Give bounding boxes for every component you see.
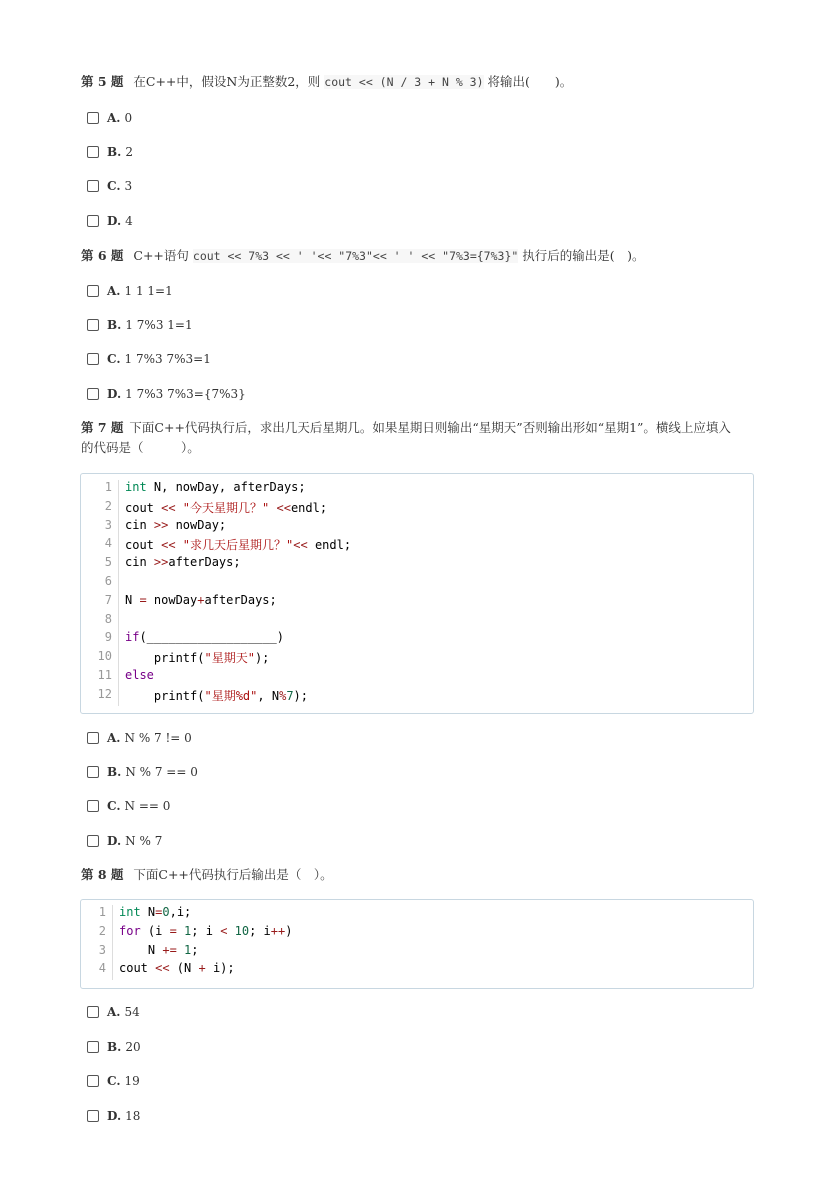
option-text: 4: [125, 214, 133, 228]
option-text: N % 7: [125, 834, 163, 848]
line-number: 4: [81, 961, 113, 980]
code-line: [119, 612, 125, 631]
code-line: int N=0,i;: [119, 905, 192, 919]
option-d[interactable]: [87, 1108, 140, 1124]
option-d[interactable]: [87, 386, 246, 402]
line-number: 11: [81, 668, 119, 687]
checkbox[interactable]: [87, 732, 99, 744]
option-a[interactable]: [87, 730, 192, 746]
code-line: N += 1;: [119, 942, 199, 957]
line-number: 3: [81, 518, 119, 537]
checkbox[interactable]: [87, 766, 99, 778]
option-key: C.: [107, 799, 121, 813]
option-key: C.: [107, 352, 121, 366]
line-number: 5: [81, 555, 119, 574]
line-number: 10: [81, 649, 119, 668]
checkbox[interactable]: [87, 388, 99, 400]
line-number: 2: [81, 924, 113, 943]
question-text: C++语句: [133, 248, 189, 263]
option-text: 54: [124, 1005, 140, 1019]
question-text: 执行后的输出是( )。: [522, 248, 645, 263]
question-number: 第 5 题: [81, 74, 124, 89]
option-a[interactable]: [87, 1004, 140, 1020]
option-key: A.: [107, 731, 121, 745]
option-a[interactable]: [87, 110, 132, 126]
line-number: 8: [81, 612, 119, 631]
option-d[interactable]: [87, 833, 162, 849]
checkbox[interactable]: [87, 319, 99, 331]
checkbox[interactable]: [87, 1075, 99, 1087]
option-text: 1 7%3 7%3={7%3}: [125, 387, 246, 401]
question-text: 将输出( )。: [487, 74, 573, 89]
option-key: A.: [107, 284, 121, 298]
option-key: A.: [107, 111, 121, 125]
option-key: B.: [107, 145, 122, 159]
question-text: 的代码是（ ）。: [81, 440, 200, 455]
checkbox[interactable]: [87, 835, 99, 847]
option-key: B.: [107, 1040, 122, 1054]
option-b[interactable]: [87, 317, 193, 333]
question-number: 第 6 题: [81, 248, 124, 263]
question-text: 下面C++代码执行后输出是（ ）。: [133, 867, 333, 882]
line-number: 2: [81, 499, 119, 518]
option-key: C.: [107, 179, 121, 193]
question-5-stem: [81, 72, 572, 92]
inline-code: cout << 7%3 << ' '<< "7%3"<< ' ' << "7%3={7%3}": [192, 249, 519, 263]
option-text: 2: [125, 145, 133, 159]
option-b[interactable]: [87, 1039, 141, 1055]
checkbox[interactable]: [87, 112, 99, 124]
code-line: cout << "求几天后星期几？"<< endl;: [125, 538, 352, 553]
code-line: printf("星期%d", N%7);: [125, 688, 308, 703]
code-line: N = nowDay+afterDays;: [125, 592, 277, 607]
line-number: 9: [81, 630, 119, 649]
option-text: 0: [124, 111, 133, 125]
question-number: 第 8 题: [81, 867, 124, 882]
option-key: D.: [107, 834, 122, 848]
checkbox[interactable]: [87, 800, 99, 812]
checkbox[interactable]: [87, 353, 99, 365]
option-c[interactable]: [87, 798, 170, 814]
question-6-stem: [81, 246, 645, 266]
inline-code: cout << (N / 3 + N % 3): [324, 75, 484, 89]
line-number: 3: [81, 943, 113, 962]
option-a[interactable]: [87, 283, 173, 299]
code-line: else: [125, 667, 154, 682]
option-c[interactable]: [87, 178, 132, 194]
question-8-stem: [81, 865, 333, 885]
question-number: 第 7 题: [81, 420, 124, 435]
option-key: A.: [107, 1005, 121, 1019]
option-b[interactable]: [87, 144, 133, 160]
option-d[interactable]: [87, 213, 133, 229]
option-key: D.: [107, 214, 122, 228]
option-text: N == 0: [124, 799, 171, 813]
option-text: 18: [125, 1109, 141, 1123]
option-key: B.: [107, 765, 122, 779]
option-key: C.: [107, 1074, 121, 1088]
option-text: 20: [125, 1040, 141, 1054]
option-c[interactable]: [87, 1073, 140, 1089]
option-c[interactable]: [87, 351, 211, 367]
code-line: cin >> nowDay;: [125, 517, 227, 532]
checkbox[interactable]: [87, 180, 99, 192]
line-number: 6: [81, 574, 119, 593]
checkbox[interactable]: [87, 285, 99, 297]
option-key: D.: [107, 1109, 122, 1123]
code-line: [119, 574, 125, 593]
checkbox[interactable]: [87, 1041, 99, 1053]
option-text: 1 7%3 1=1: [125, 318, 193, 332]
option-key: B.: [107, 318, 122, 332]
checkbox[interactable]: [87, 215, 99, 227]
option-text: 1 7%3 7%3=1: [124, 352, 211, 366]
code-line: cin >>afterDays;: [125, 555, 241, 570]
line-number: 7: [81, 593, 119, 612]
option-b[interactable]: [87, 764, 198, 780]
checkbox[interactable]: [87, 1110, 99, 1122]
option-key: D.: [107, 387, 122, 401]
line-number: 1: [81, 905, 113, 924]
question-text: 在C++中，假设N为正整数2，则: [133, 74, 321, 89]
option-text: N % 7 == 0: [125, 765, 198, 779]
code-block: [80, 899, 754, 989]
option-text: 19: [124, 1074, 140, 1088]
code-line: int N, nowDay, afterDays;: [125, 480, 306, 494]
code-line: cout << (N + i);: [119, 961, 235, 976]
question-text: 下面C++代码执行后，求出几天后星期几。如果星期日则输出“星期天”否则输出形如“星期1”。横线上应填入: [129, 420, 731, 435]
checkbox[interactable]: [87, 146, 99, 158]
line-number: 4: [81, 536, 119, 555]
code-line: if(__________________): [125, 630, 284, 645]
line-number: 12: [81, 687, 119, 706]
option-text: 3: [124, 179, 133, 193]
option-text: N % 7 != 0: [124, 731, 192, 745]
line-number: 1: [81, 480, 119, 499]
code-line: cout << "今天星期几？" <<endl;: [125, 500, 328, 515]
code-line: printf("星期天");: [125, 651, 270, 666]
checkbox[interactable]: [87, 1006, 99, 1018]
question-7-stem: [81, 418, 761, 458]
option-text: 1 1 1=1: [124, 284, 173, 298]
code-line: for (i = 1; i < 10; i++): [119, 923, 293, 938]
code-block: [80, 473, 754, 714]
